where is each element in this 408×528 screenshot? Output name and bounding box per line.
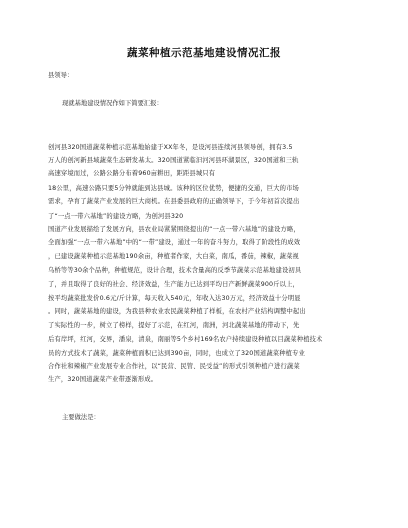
paragraph-line: 乌桥等等30余个品种，种植规范，设计合理，技术含量高的反季节蔬菜示范基地建设初具 (48, 267, 302, 274)
paragraph-line: ，已建设蔬菜种植示范基地190余亩，种植者作家，大白菜，南瓜，番茄，辣椒，蔬菜视 (48, 253, 300, 260)
paragraph-line: 全面加强“一点一带六基地”中的“一带”建设，通过一年的奋斗努力，取得了阶段性的成效 (48, 239, 301, 246)
paragraph-line: 需求，孕育了蔬菜产业发展的巨大商机。在县委县政府的正确领导下，于今年初首次提出 (48, 198, 300, 205)
paragraph-line: 按平均蔬菜批发价0.6元/斤计算，每天收入540元，年收入达30万元，经济效益十分明显 (48, 295, 301, 302)
paragraph-line: 了“一点一带六基地”的建设方略，为创河县320 (48, 213, 184, 220)
paragraph-line: 18公里，高速公路只要5分钟就能到达县城。该种的区位优势，便捷的交通，巨大的市场 (48, 185, 300, 192)
intro-line: 现就基地建设情况作如下简要汇报： (62, 100, 163, 107)
paragraph-line: 生产，320国道蔬菜产业带逐渐形成。 (48, 376, 158, 383)
document-title: 蔬菜种植示范基地建设情况汇报 (127, 47, 281, 59)
paragraph-line: 员的方式技术了蔬菜，蔬菜种植面积已达到390亩，同时，也成立了320国道蔬菜种植专业 (48, 350, 306, 357)
section-heading: 主要做法是： (62, 414, 100, 421)
paragraph-line: 合作社和辣椒产业发展专业合作社，以“民营、民管、民受益”的形式引领种植户进行蔬菜 (48, 363, 300, 370)
paragraph-line: 万人的创河新县域蔬菜生态研发基太。320国道紧临汩河河县环湖景区，320国道和三轨 (48, 157, 299, 164)
paragraph-line: 高速穿境而过，公路公路分布着960亩耕田，距距县城只有 (48, 170, 216, 177)
paragraph-line: 后有岸坪，红河，交界，潘泉，清泉，南丽等5个乡村169名农户持续建设种植以目蔬菜种植技术 (48, 336, 323, 343)
paragraph-line: 国道产业发展描绘了发展方向，县农业局紧紧围绕提出的“一点一带六基地”的建设方略， (48, 226, 300, 233)
salutation: 县领导： (48, 72, 74, 79)
paragraph-line: 了，并且取得了良好的社会、经济效益，生产能力已达到平均日产新鲜蔬菜900斤以上， (48, 281, 300, 288)
paragraph-line: 了实际性的一步，树立了榜样，提好了示范，在红河，南洲，河北蔬菜基地的带动下，先 (48, 322, 300, 329)
paragraph-line: 。同时，蔬菜基地的建设，为我县种农业农民蔬菜种植了样板，在农村产业结构调整中起出 (48, 308, 306, 315)
paragraph-line: 创河县320国道蔬菜种植示范基地始建于XX年冬，是设河县连续河县领导创，拥有3.5 (48, 144, 293, 151)
